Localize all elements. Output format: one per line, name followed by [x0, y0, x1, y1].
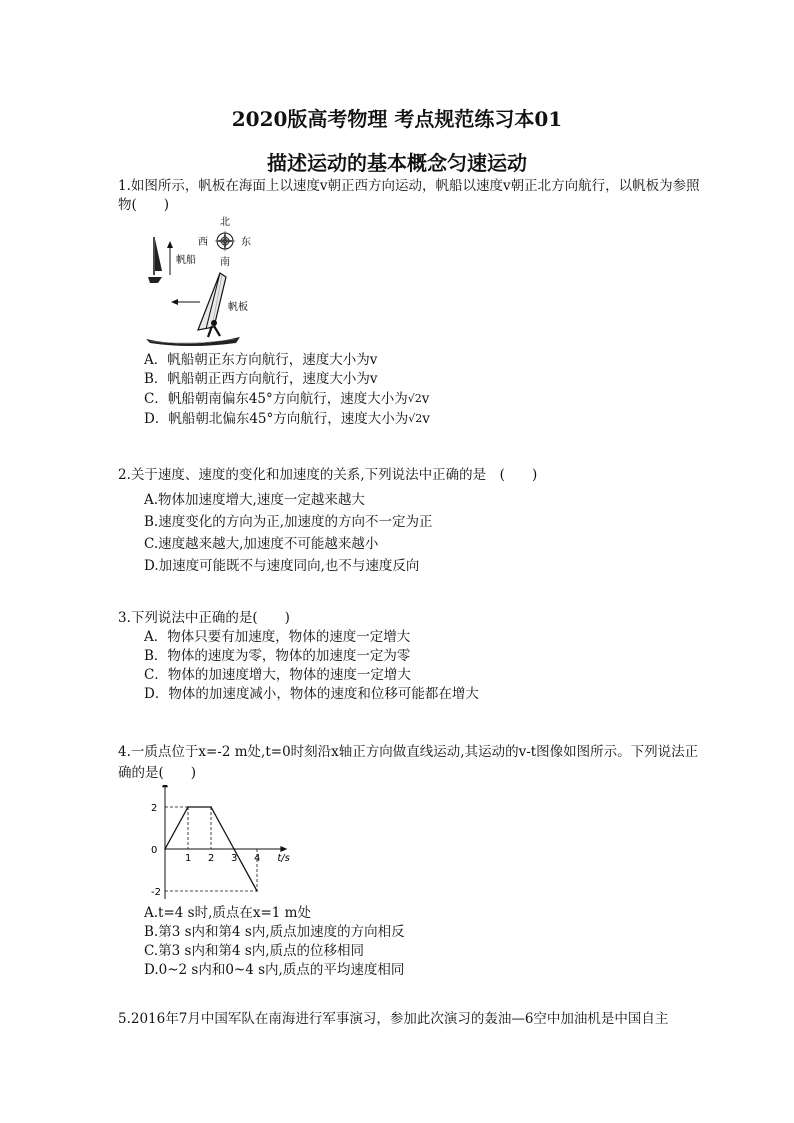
x-tick-label: 1	[185, 853, 192, 864]
data-point	[256, 890, 258, 892]
compass-north: 北	[220, 217, 230, 228]
data-point	[164, 848, 166, 850]
option-b: B.第3 s内和第4 s内,质点加速度的方向相反	[144, 924, 405, 940]
sqrt-symbol: √2	[408, 412, 423, 425]
sqrt-symbol: √2	[407, 392, 422, 405]
sailing-figure	[140, 215, 270, 350]
sailboat-image	[148, 237, 162, 283]
vt-chart	[140, 785, 300, 900]
question-4-options	[118, 904, 405, 980]
option-d: D．物体的加速度减小，物体的速度和位移可能都在增大	[144, 686, 479, 702]
page-subtitle: 描述运动的基本概念匀速运动	[267, 151, 527, 175]
x-axis-arrow	[280, 846, 287, 852]
option-d: D.加速度可能既不与速度同向,也不与速度反向	[144, 558, 420, 574]
windsurf-label: 帆板	[228, 302, 248, 313]
option-c: C．帆船朝南偏东45°方向航行，速度大小为√2v	[144, 391, 430, 407]
question-stem: 3.下列说法中正确的是( )	[118, 610, 290, 626]
option-d: D．帆船朝北偏东45°方向航行，速度大小为√2v	[144, 411, 430, 427]
compass-west: 西	[198, 237, 208, 248]
compass-south: 南	[220, 257, 230, 268]
option-a: A.t=4 s时,质点在x=1 m处	[144, 905, 311, 921]
x-tick-label: 4	[254, 853, 261, 864]
question-stem: 2.关于速度、速度的变化和加速度的关系,下列说法中正确的是 ( )	[118, 467, 538, 483]
option-c: C.第3 s内和第4 s内,质点的位移相同	[144, 943, 365, 959]
page-title: 2020版高考物理 考点规范练习本01	[231, 107, 563, 131]
option-a: A．帆船朝正东方向航行，速度大小为v	[144, 352, 378, 368]
option-b: B．帆船朝正西方向航行，速度大小为v	[144, 371, 378, 387]
option-c: C．物体的加速度增大，物体的速度一定增大	[144, 667, 411, 683]
sailboat-label: 帆船	[176, 255, 196, 266]
option-a: A.物体加速度增大,速度一定越来越大	[144, 492, 365, 508]
x-tick-label: 3	[231, 853, 238, 864]
question-2	[118, 466, 708, 576]
question-stem: 4.一质点位于x=-2 m处,t=0时刻沿x轴正方向做直线运动,其运动的v-t图像如图所示。下列说法正确的是( )	[118, 744, 699, 781]
question-stem: 1.如图所示，帆板在海面上以速度v朝正西方向运动，帆船以速度v朝正北方向航行，以帆板为参照物( )	[118, 178, 700, 213]
question-1-options	[118, 351, 430, 429]
x-tick-label: 2	[208, 853, 215, 864]
windsurfer-image	[146, 273, 240, 346]
question-4	[118, 742, 708, 784]
question-5	[118, 1010, 708, 1029]
compass-icon	[214, 230, 236, 252]
y-tick-label: -2	[151, 887, 161, 898]
x-axis-label: t/s	[277, 853, 290, 864]
question-stem: 5.2016年7月中国军队在南海进行军事演习，参加此次演习的轰油—6空中加油机是中国自主	[118, 1011, 669, 1027]
option-a: A．物体只要有加速度，物体的速度一定增大	[144, 629, 411, 645]
question-3	[118, 609, 708, 704]
data-point	[187, 806, 189, 808]
y-tick-label: 2	[151, 803, 158, 814]
data-point	[210, 806, 212, 808]
option-b: B.速度变化的方向为正,加速度的方向不一定为正	[144, 514, 433, 530]
y-axis-arrow	[162, 785, 168, 787]
compass-east: 东	[241, 237, 251, 248]
option-c: C.速度越来越大,加速度不可能越来越小	[144, 536, 379, 552]
y-tick-label: 0	[151, 845, 158, 856]
question-1	[118, 177, 708, 215]
data-point	[233, 848, 235, 850]
option-b: B．物体的速度为零，物体的加速度一定为零	[144, 648, 411, 664]
option-d: D.0~2 s内和0~4 s内,质点的平均速度相同	[144, 962, 405, 978]
